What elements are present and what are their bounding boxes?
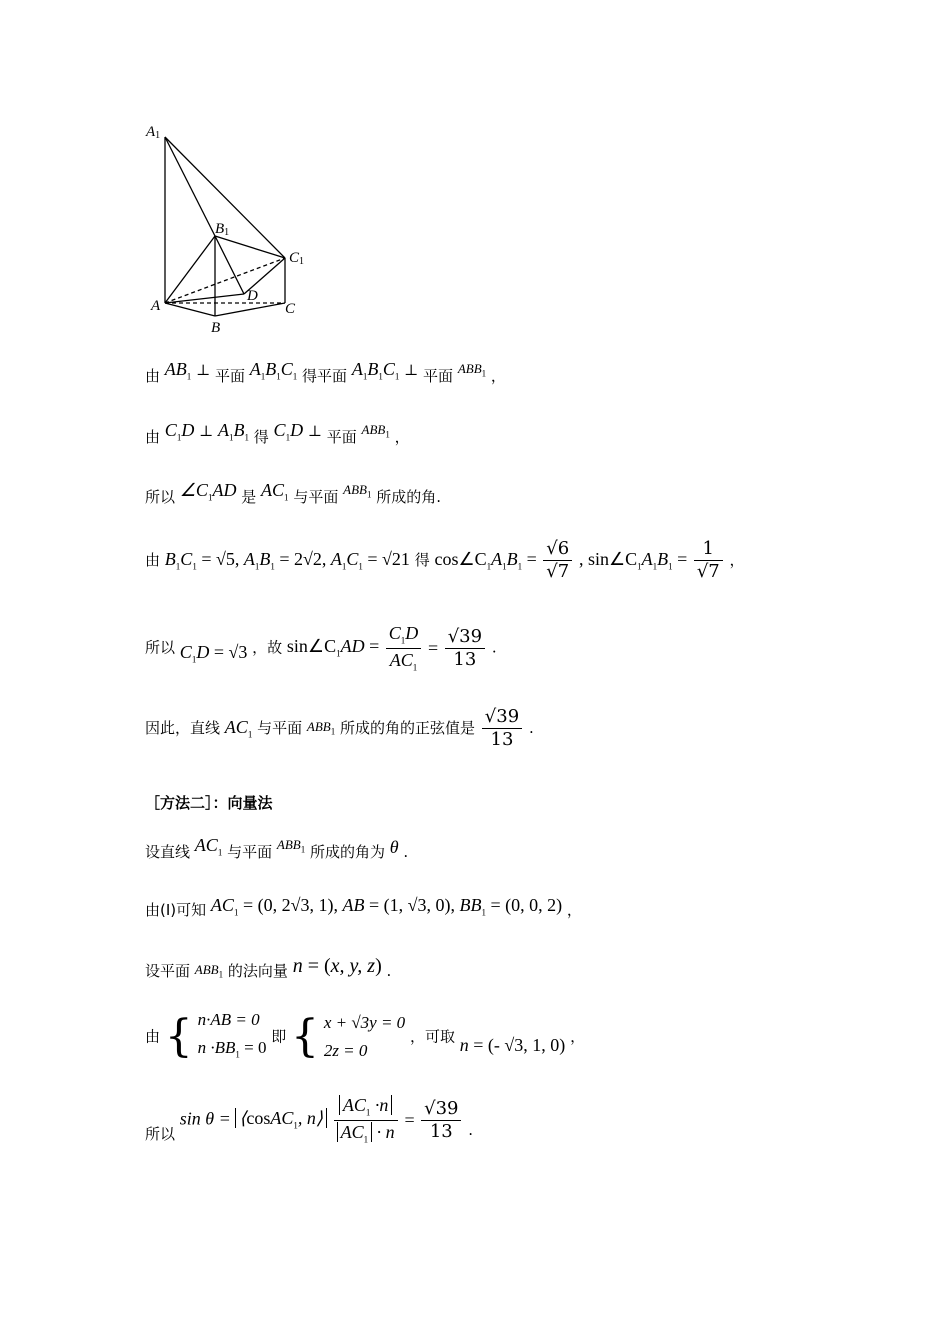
text: . (386, 962, 392, 980)
text: . (491, 638, 497, 657)
text: ，可取 (409, 1027, 455, 1046)
text: ， (566, 901, 582, 919)
text: 由(I)可知 (145, 901, 207, 919)
equals: = (428, 638, 443, 659)
perp: ⊥ (196, 361, 215, 379)
left-brace: { (291, 1011, 320, 1063)
math-normal-vector: n = (x, y, z) (292, 955, 382, 977)
math-angle-c1ad: $\angle C_1AD$ (179, 480, 237, 503)
text: . (403, 843, 409, 861)
text: 是 (241, 488, 257, 506)
line-6 (145, 708, 534, 749)
text: 得 (253, 428, 269, 446)
fraction-cos-formula: $\frac{AC_1 \cdot n}{AC_1 \cdot n}$ (334, 1096, 398, 1144)
fraction-sqrt39-13: $\frac{√39}{13}$ (445, 628, 485, 669)
math-abb1: $ABB_1$ (343, 482, 372, 500)
perp: ⊥ (404, 361, 424, 379)
math-a1b1c1-2: $A_1B_1C_1$ (351, 359, 400, 382)
edge-a-d (165, 294, 244, 303)
edge-b1-a (165, 236, 215, 303)
perp: ⊥ (307, 422, 327, 440)
fraction-sin: $\frac{1}{√7}$ (694, 540, 723, 581)
math-c1d-value: $C_1D = √3$ (179, 642, 248, 665)
math-theta: θ (389, 837, 399, 857)
edge-a1-b1 (165, 137, 215, 236)
math-sin-theta: sin θ = ⟨cosAC$_1$, n⟩ (180, 1108, 327, 1128)
fraction-answer: $\frac{√39}{13}$ (482, 708, 522, 749)
equation-system-2: x + √3y = 0 2z = 0 (323, 1013, 406, 1061)
math-n-value: n = (- √3, 1, 0) (459, 1035, 566, 1056)
math-ac1: $AC_1$ (261, 480, 289, 503)
prism-figure (0, 0, 950, 340)
line-4 (145, 540, 745, 581)
text: 平面 (326, 428, 357, 446)
math-sin: , $\sin\angle C_1A_1B_1$ = (579, 548, 692, 572)
math-c1d: $C_1D$ (164, 420, 195, 443)
line-11 (145, 1006, 585, 1068)
math-ab1: $AB_1$ (164, 359, 192, 382)
edge-a-b (165, 303, 215, 316)
math-abb1: $ABB_1$ (194, 962, 224, 980)
edge-a1-c1 (165, 137, 285, 258)
math-c1d-2: $C_1D$ (273, 420, 304, 443)
edge-b-c (215, 303, 285, 316)
label-b: B (211, 320, 221, 336)
left-brace: { (164, 1011, 193, 1063)
text: 平面 (423, 367, 454, 385)
text: 与平面 (293, 488, 339, 506)
math-lengths: $B_1C_1 = √5$, $A_1B_1 = 2√2$, $A_1C_1 = √21$ (164, 548, 410, 572)
text: 所以 (145, 488, 176, 506)
text: 的法向量 (227, 962, 288, 980)
math-abb1: $ABB_1$ (306, 719, 336, 737)
label-d: D (247, 288, 258, 304)
text: . (528, 719, 534, 737)
text: 所成的角为 (310, 843, 386, 861)
math-vectors: $AC_1 = (0$, 2√3, 1), AB = (1, √3, 0), $BB_1 = (0$, 0, 2) (210, 895, 563, 918)
line-10 (145, 955, 392, 982)
math-ac1: $AC_1$ (194, 835, 223, 858)
text: ，故 (252, 638, 283, 657)
perp: ⊥ (199, 422, 218, 440)
text: 所以 (145, 638, 176, 657)
fraction-c1d-ac1: $\frac{C_1D}{AC_1}$ (386, 624, 422, 672)
text: 所成的角. (376, 488, 442, 506)
text: 得平面 (302, 367, 348, 385)
text: 由 (145, 367, 161, 385)
label-c1: C1 (289, 250, 305, 267)
math-a1b1: $A_1B_1$ (217, 420, 249, 443)
text: 所成的角的正弦值是 (340, 719, 476, 737)
equals: = (404, 1110, 420, 1131)
math-cos: $\cos\angle C_1A_1B_1$ = (434, 548, 542, 572)
text: 平面 (214, 367, 245, 385)
text: 由 (145, 1027, 161, 1046)
math-a1b1c1: $A_1B_1C_1$ (249, 359, 298, 382)
text: ， (490, 367, 506, 385)
line-12 (145, 1096, 473, 1144)
math-abb1: $ABB_1$ (457, 361, 487, 379)
line-3 (145, 480, 442, 509)
text: 所以 (145, 1124, 176, 1143)
text: 与平面 (227, 843, 273, 861)
edge-b1-d (215, 236, 244, 294)
text: . (468, 1120, 474, 1139)
text: 由 (145, 428, 161, 446)
math-abb1: $ABB_1$ (361, 422, 390, 440)
text: 与平面 (257, 719, 303, 737)
text: 由 (145, 551, 161, 569)
heading-text: ［方法二］：向量法 (145, 794, 273, 812)
text: 因此，直线 (145, 719, 221, 737)
section-heading (145, 796, 273, 811)
text: 得 (414, 551, 430, 569)
fraction-cos: $\frac{√6}{√7}$ (543, 540, 572, 581)
math-sin-c1ad: $\sin\angle C_1AD$ = (286, 636, 384, 659)
line-5 (145, 624, 497, 672)
equation-system-1: n·AB = 0 $n \cdot BB_1 = 0$ (197, 1010, 267, 1060)
text: 即 (271, 1027, 287, 1046)
line-1 (145, 359, 506, 388)
line-8 (145, 835, 409, 864)
math-ac1: $AC_1$ (224, 716, 253, 740)
text: ， (570, 1027, 586, 1046)
label-c: C (285, 301, 296, 317)
fraction-final: $\frac{√39}{13}$ (421, 1100, 461, 1141)
line-9 (145, 895, 582, 922)
text: 设直线 (145, 843, 191, 861)
text: 设平面 (145, 962, 191, 980)
math-abb1: $ABB_1$ (276, 837, 306, 855)
label-a1: A1 (146, 124, 161, 141)
text: ， (729, 551, 745, 569)
label-b1: B1 (215, 221, 230, 238)
line-2 (145, 420, 410, 449)
label-a: A (151, 298, 161, 314)
text: ， (394, 428, 410, 446)
